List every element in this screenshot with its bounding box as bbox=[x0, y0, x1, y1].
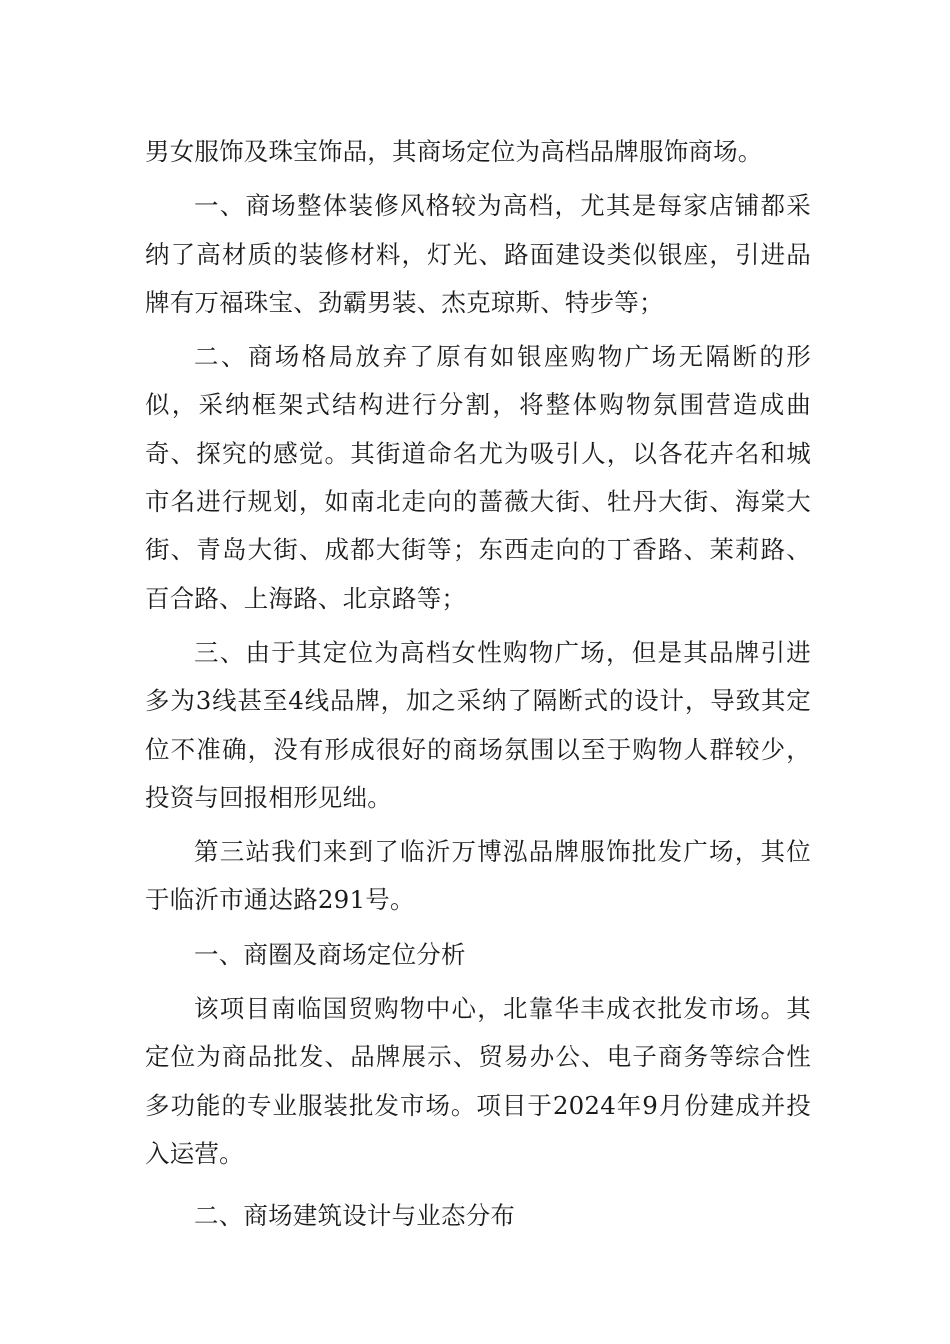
document-body bbox=[145, 128, 811, 1241]
section-heading-one: 一、商圈及商场定位分析 bbox=[194, 939, 466, 969]
paragraph-point-one: 一、商场整体装修风格较为高档，尤其是每家店铺都采纳了高材质的装修材料，灯光、路面建设类似银座，引进品牌有万福珠宝、劲霸男装、杰克琼斯、特步等； bbox=[145, 191, 811, 317]
paragraph-third-stop: 第三站我们来到了临沂万博泓品牌服饰批发广场，其位于临沂市通达路291号。 bbox=[145, 837, 811, 915]
paragraph-location: 该项目南临国贸购物中心，北靠华丰成衣批发市场。其定位为商品批发、品牌展示、贸易办公、电子商务等综合性多功能的专业服装批发市场。项目于2024年9月份建成并投入运营。 bbox=[145, 994, 811, 1168]
paragraph-continuation: 男女服饰及珠宝饰品，其商场定位为高档品牌服饰商场。 bbox=[145, 137, 763, 166]
paragraph-point-two: 二、商场格局放弃了原有如银座购物广场无隔断的形似，采纳框架式结构进行分割，将整体购物氛围营造成曲奇、探究的感觉。其街道命名尤为吸引人，以各花卉名和城市名进行规划，如南北走向的蔷薇大街、牡丹大街、海棠大街、青岛大街、成都大街等；东西走向的丁香路、茉莉路、百合路、上海路、北京路等； bbox=[145, 342, 811, 613]
paragraph-point-three: 三、由于其定位为高档女性购物广场，但是其品牌引进多为3线甚至4线品牌，加之采纳了隔断式的设计，导致其定位不准确，没有形成很好的商场氛围以至于购物人群较少，投资与回报相形见绌。 bbox=[145, 637, 811, 812]
section-heading-two: 二、商场建筑设计与业态分布 bbox=[194, 1201, 516, 1231]
